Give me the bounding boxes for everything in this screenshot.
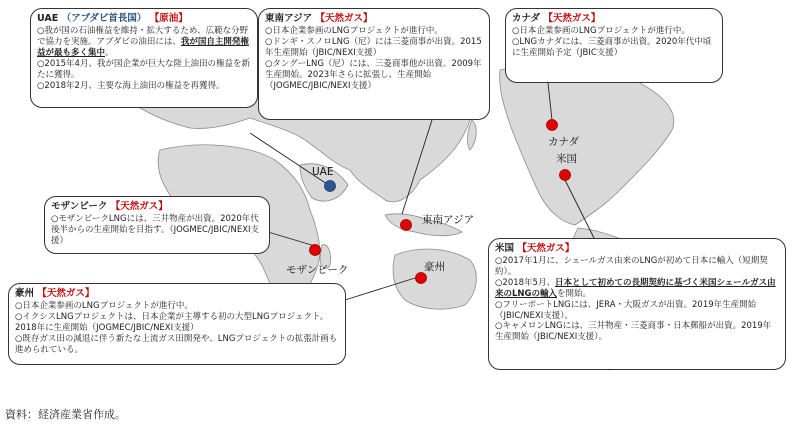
usa-box-title: 米国 <box>495 243 515 254</box>
mozambique-box-header <box>51 201 263 213</box>
australia-landmass <box>393 249 476 309</box>
sea-item: ○ドンギ・スノロLNG（尼）には三菱商事が出資。2015年生産開始（JBIC/NEXI支援） <box>265 37 482 58</box>
source-note: 資料：経済産業省作成。 <box>5 408 126 421</box>
canada-box-title: カナダ <box>512 13 541 24</box>
mozambique-item: ○モザンビークLNGには、三井物産が出資。2020年代後半からの生産開始を目指す。（JOGMEC/JBIC/NEXI支援） <box>51 214 260 246</box>
uae-item: ○2015年4月、我が国企業が巨大な陸上油田の権益を新たに獲得。 <box>37 58 250 80</box>
canada-box-header <box>512 13 716 25</box>
sea-box-resource: 【天然ガス】 <box>315 13 373 24</box>
north-america-landmass <box>500 64 674 225</box>
australia-item: ○日本企業参画のLNGプロジェクトが進行中。 <box>15 301 193 312</box>
uae-info-box <box>30 8 258 108</box>
canada-item: ○LNGカナダには、三菱商事が出資。2020年代中頃に生産開始予定（JBIC支援） <box>512 37 712 58</box>
uae-box-resource: 【原油】 <box>149 13 188 24</box>
mozambique-gas-marker <box>310 245 321 256</box>
uae-box-subtitle: （アブダビ首長国） <box>61 13 147 24</box>
sea-info-box <box>258 8 490 120</box>
usa-item: ○キャメロンLNGには、三井物産・三菱商事・日本郵船が出資。2019年生産開始（JBIC/NEXI支援）。 <box>495 321 772 343</box>
australia-item: ○既存ガス田の減退に伴う新たな上流ガス田開発や、LNGプロジェクトの拡張計画も進められている。 <box>15 333 338 355</box>
australia-box-title: 豪州 <box>15 288 35 299</box>
uae-box-title: UAE <box>37 13 59 24</box>
sea-item: ○日本企業参画のLNGプロジェクトが進行中。 <box>265 26 443 37</box>
sea-box-header <box>265 13 483 25</box>
sea-box-title: 東南アジア <box>265 13 313 24</box>
mozambique-box-resource: 【天然ガス】 <box>110 201 168 212</box>
usa-info-box <box>488 238 786 370</box>
sea-map-label: 東南アジア <box>422 214 475 226</box>
sea-gas-marker <box>401 220 412 231</box>
japan-landmass <box>468 120 477 150</box>
canada-map-label: カナダ <box>548 136 579 148</box>
mozambique-map-label: モザンビーク <box>286 264 349 276</box>
mozambique-info-box <box>44 196 270 254</box>
canada-info-box <box>505 8 723 83</box>
uae-item: ○我が国の石油権益を維持・拡大するため、広範な分野で協力を実施。アブダビの油田には、我が国自主開発権益が最も多く集中。 <box>37 26 249 58</box>
canada-item: ○日本企業参画のLNGプロジェクトが進行中。 <box>512 26 690 37</box>
usa-gas-marker <box>560 170 571 181</box>
mozambique-box-title: モザンビーク <box>51 201 108 212</box>
australia-box-header <box>15 288 339 300</box>
usa-box-header <box>495 243 779 255</box>
australia-map-label: 豪州 <box>424 261 445 273</box>
australia-item: ○イクシスLNGプロジェクトは、日本企業が主導する初の大型LNGプロジェクト。2018年に生産開始（JOGMEC/JBIC/NEXI支援） <box>15 312 329 333</box>
usa-item: ○フリーポートLNGには、JERA・大阪ガスが出資。2019年生産開始（JBIC/NEXI支援）。 <box>495 299 757 321</box>
uae-oil-marker <box>325 181 336 192</box>
canada-box-resource: 【天然ガス】 <box>543 13 601 24</box>
usa-box-resource: 【天然ガス】 <box>517 243 575 254</box>
australia-info-box <box>8 283 346 365</box>
australia-gas-marker <box>416 273 427 284</box>
uae-map-label: UAE <box>312 166 334 178</box>
usa-item: ○2017年1月に、シェールガス由来のLNGが初めて日本に輸入（短期契約）。 <box>495 256 768 278</box>
sea-item: ○タングーLNG（尼）には、三菱商事他が出資。2009年生産開始。2023年さらに拡張し、生産開始（JOGMEC/JBIC/NEXI支援） <box>265 58 482 91</box>
uae-item: ○2018年2月、主要な海上油田の権益を再獲得。 <box>37 80 225 91</box>
usa-map-label: 米国 <box>556 153 577 165</box>
usa-item: ○2018年5月、日本として初めての長期契約に基づく米国シェールガス由来のLNGの輸入を開始。 <box>495 277 776 299</box>
canada-gas-marker <box>547 120 558 131</box>
uae-box-header <box>37 13 251 25</box>
australia-box-resource: 【天然ガス】 <box>37 288 95 299</box>
